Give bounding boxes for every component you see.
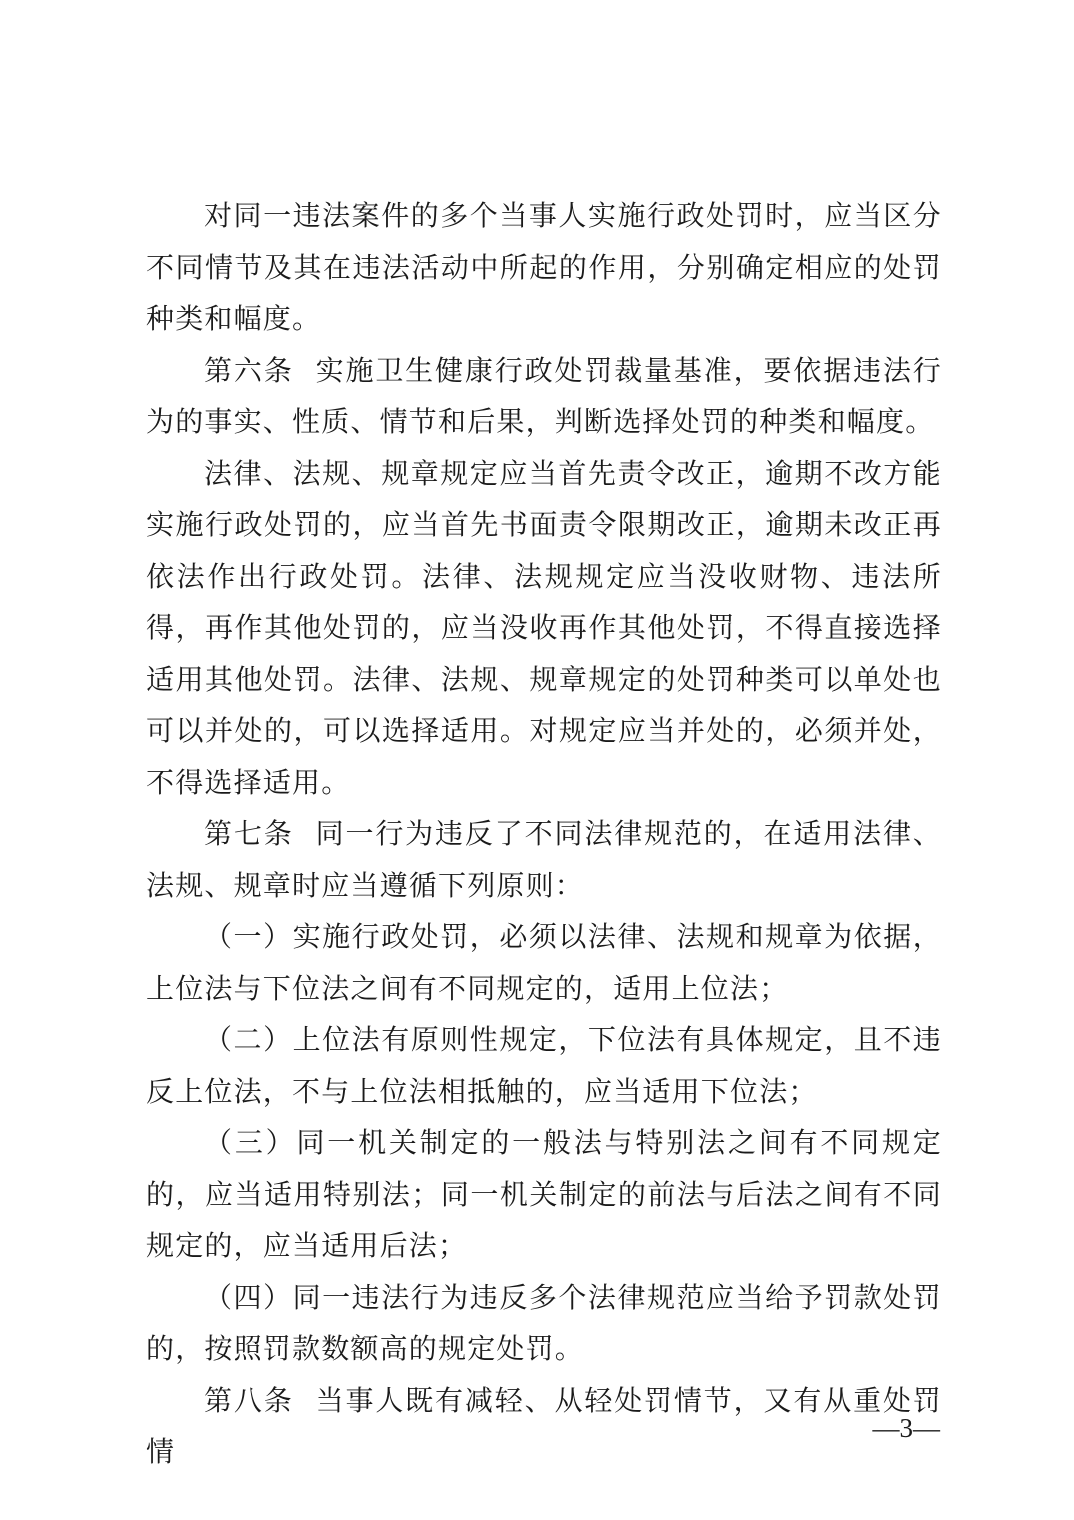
paragraph-text: （二）上位法有原则性规定，下位法有具体规定，且不违反上位法，不与上位法相抵触的，应当适用下位法； (146, 1023, 942, 1108)
paragraph-text: 同一行为违反了不同法律规范的，在适用法律、法规、规章时应当遵循下列原则： (146, 817, 943, 902)
paragraph-1 (146, 190, 942, 345)
paragraph-text: 实施卫生健康行政处罚裁量基准，要依据违法行为的事实、性质、情节和后果，判断选择处罚的种类和幅度。 (146, 353, 943, 438)
paragraph-text: （三）同一机关制定的一般法与特别法之间有不同规定的，应当适用特别法；同一机关制定的前法与后法之间有不同规定的，应当适用后法； (146, 1126, 942, 1262)
paragraph-item-4 (146, 1272, 942, 1375)
article-heading: 第七条 (204, 817, 294, 850)
page-number: —3— (872, 1413, 940, 1443)
paragraph-text: （一）实施行政处罚，必须以法律、法规和规章为依据，上位法与下位法之间有不同规定的，适用上位法； (146, 920, 942, 1005)
article-heading: 第八条 (204, 1383, 294, 1417)
paragraph-text: 法律、法规、规章规定应当首先责令改正，逾期不改方能实施行政处罚的，应当首先书面责令限期改正，逾期未改正再依法作出行政处罚。法律、法规规定应当没收财物、违法所得，再作其他处罚的，应当没收再作其他处罚，不得直接选择适用其他处罚。法律、法规、规章规定的处罚种类可以单处也可以并处的，可以选择适用。对规定应当并处的，必须并处，不得选择适用。 (146, 456, 942, 799)
paragraph-article-8 (146, 1375, 942, 1478)
paragraph-3 (146, 448, 942, 809)
article-heading: 第六条 (204, 353, 294, 387)
paragraph-text: （四）同一违法行为违反多个法律规范应当给予罚款处罚的，按照罚款数额高的规定处罚。 (146, 1280, 942, 1365)
paragraph-item-3 (146, 1117, 942, 1272)
paragraph-item-2 (146, 1014, 942, 1117)
paragraph-article-7 (146, 808, 942, 911)
document-body (146, 190, 942, 1478)
paragraph-item-1 (146, 911, 942, 1014)
paragraph-article-6 (146, 345, 942, 448)
paragraph-text: 对同一违法案件的多个当事人实施行政处罚时，应当区分不同情节及其在违法活动中所起的作用，分别确定相应的处罚种类和幅度。 (146, 199, 942, 335)
paragraph-text: 当事人既有减轻、从轻处罚情节，又有从重处罚情 (146, 1383, 943, 1468)
